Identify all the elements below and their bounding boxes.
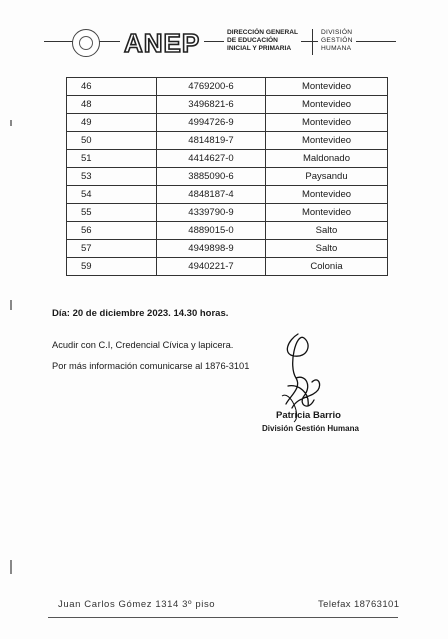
table-row [66, 222, 388, 240]
id-number-cell: 4949898-9 [157, 240, 266, 257]
department-cell: Montevideo [301, 207, 352, 218]
footer-telefax: Telefax 18763101 [318, 599, 400, 610]
row-number-cell: 54 [67, 186, 157, 203]
department-cell: Salto [315, 225, 338, 236]
division-label: DIVISIÓN GESTIÓN HUMANA [318, 29, 356, 53]
department-cell: Maldonado [302, 153, 350, 164]
row-number-cell: 51 [67, 150, 157, 167]
row-number-cell: 57 [67, 240, 157, 257]
department-cell: Salto [315, 243, 338, 254]
department-cell: Montevideo [301, 81, 352, 92]
id-number-cell: 4848187-4 [157, 186, 266, 203]
id-number-cell: 4414627-0 [157, 150, 266, 167]
department-cell: Montevideo [301, 189, 352, 200]
row-number-cell: 55 [67, 204, 157, 221]
contact-note: Por más información comunicarse al 1876-3101 [52, 361, 250, 371]
department-cell: Montevideo [301, 117, 352, 128]
table-row [66, 78, 388, 96]
department-cell: Paysandu [305, 171, 348, 182]
row-number-cell: 48 [67, 96, 157, 113]
scan-mark [10, 300, 12, 310]
signatory-name: Patricia Barrio [276, 410, 341, 421]
table-row [66, 186, 388, 204]
direccion-general-label: DIRECCIÓN GENERAL DE EDUCACIÓN INICIAL Y PRIMARIA [224, 29, 301, 53]
table-row [66, 204, 388, 222]
id-number-cell: 4814819-7 [157, 132, 266, 149]
scan-mark [10, 120, 12, 126]
date-line: Día: 20 de diciembre 2023. 14.30 horas. [52, 308, 229, 319]
anep-logo: ANEP [120, 28, 204, 58]
table-row [66, 96, 388, 114]
footer-address: Juan Carlos Gómez 1314 3º piso [58, 599, 216, 610]
requirements-note: Acudir con C.I, Credencial Cívica y lapicera. [52, 340, 234, 350]
department-cell: Montevideo [301, 135, 352, 146]
coat-of-arms-icon [72, 29, 100, 57]
signatory-title: División Gestión Humana [262, 424, 359, 433]
id-number-cell: 4994726-9 [157, 114, 266, 131]
department-cell: Colonia [310, 261, 343, 272]
row-number-cell: 46 [67, 78, 157, 95]
scan-mark [10, 560, 12, 574]
id-number-cell: 3496821-6 [157, 96, 266, 113]
row-number-cell: 49 [67, 114, 157, 131]
table-row [66, 132, 388, 150]
row-number-cell: 56 [67, 222, 157, 239]
header-separator [312, 29, 313, 55]
row-number-cell: 53 [67, 168, 157, 185]
id-number-cell: 3885090-6 [157, 168, 266, 185]
table-row [66, 150, 388, 168]
row-number-cell: 59 [67, 258, 157, 275]
footer-rule [48, 617, 398, 618]
id-number-cell: 4339790-9 [157, 204, 266, 221]
row-number-cell: 50 [67, 132, 157, 149]
id-number-cell: 4769200-6 [157, 78, 266, 95]
candidates-table [66, 77, 388, 276]
table-row [66, 240, 388, 258]
id-number-cell: 4940221-7 [157, 258, 266, 275]
table-row [66, 114, 388, 132]
department-cell: Montevideo [301, 99, 352, 110]
table-row [66, 168, 388, 186]
letterhead [44, 26, 396, 60]
table-row [66, 258, 388, 276]
id-number-cell: 4889015-0 [157, 222, 266, 239]
